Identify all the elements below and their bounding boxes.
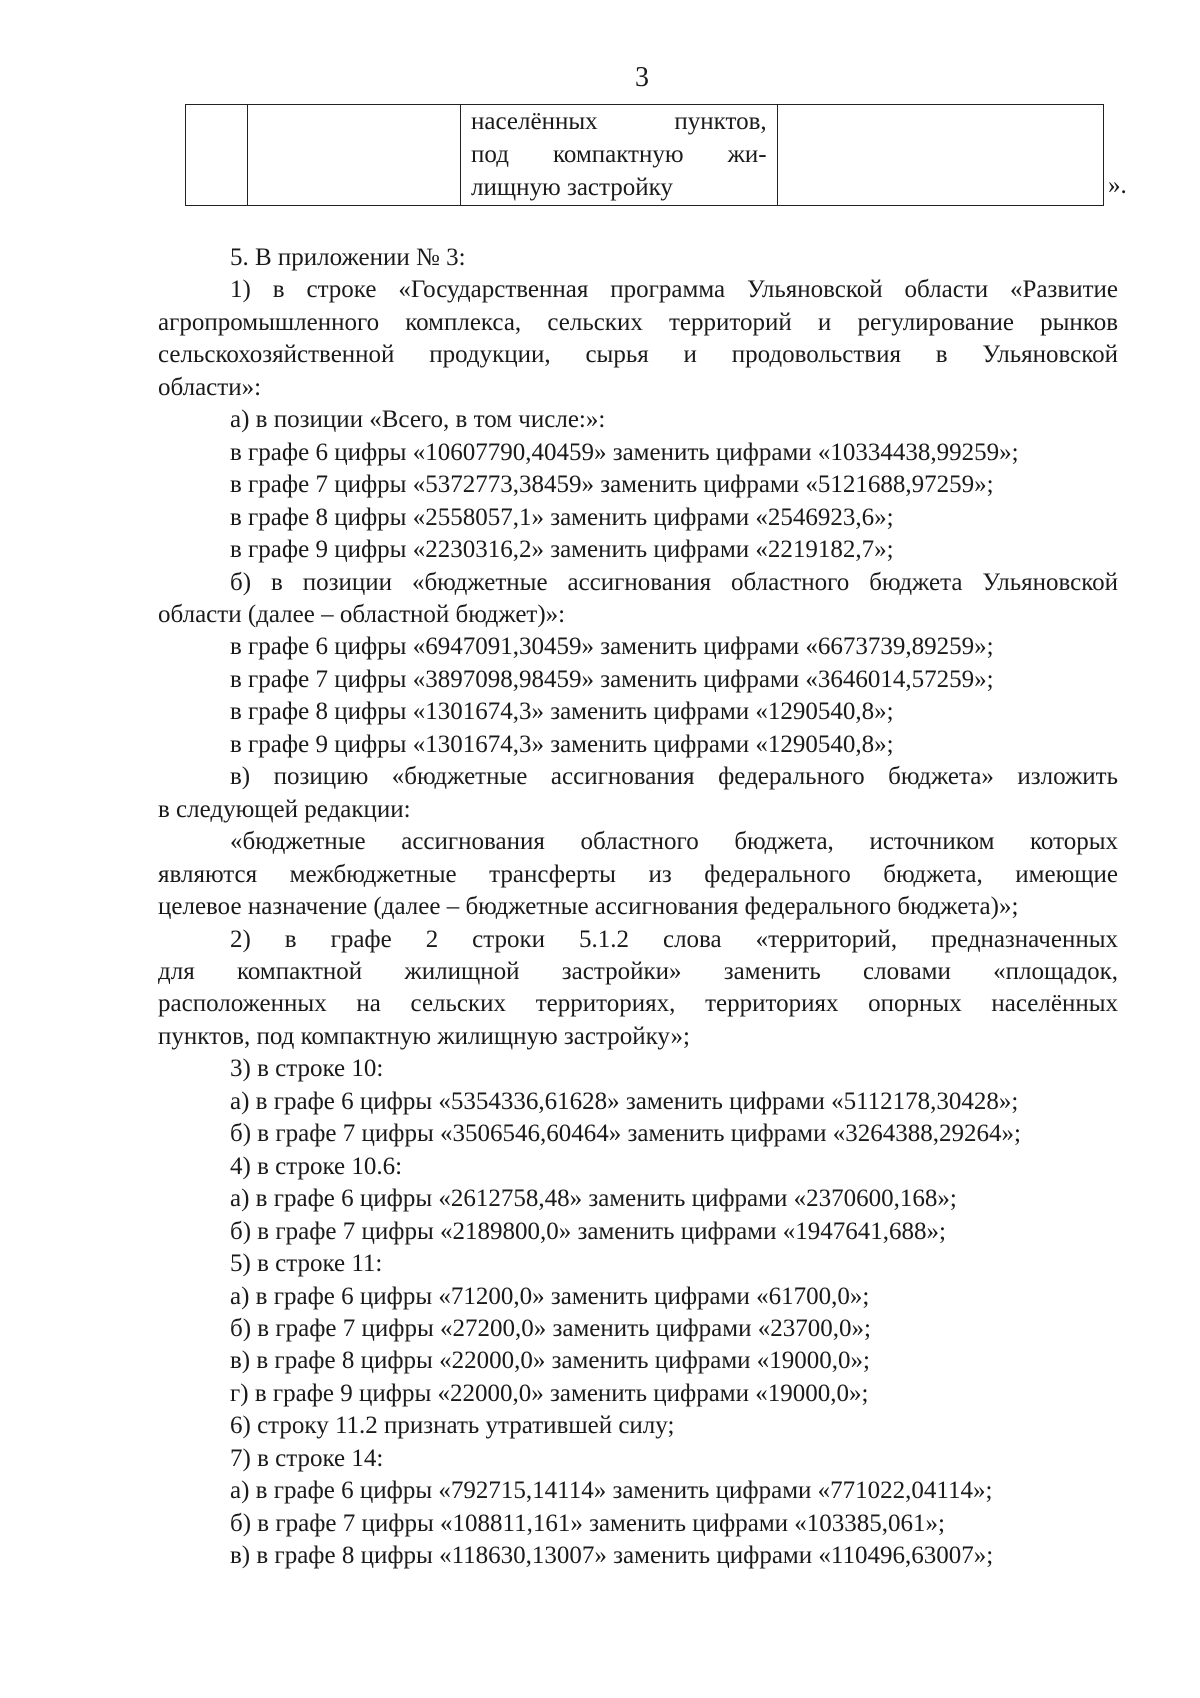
table-row	[186, 105, 1104, 206]
paragraph: 3) в строке 10:	[230, 1055, 384, 1083]
paragraph-line: в) позицию «бюджетные ассигнования федерального бюджета» изложить	[230, 763, 1118, 791]
paragraph-line: целевое назначение (далее – бюджетные ассигнования федерального бюджета)»;	[158, 893, 1019, 921]
table-cell-line: населённых пунктов,	[471, 108, 767, 135]
paragraph: в) в графе 8 цифры «118630,13007» заменить цифрами «110496,63007»;	[230, 1542, 994, 1570]
closing-quote: ».	[1108, 172, 1127, 199]
paragraph: в графе 7 цифры «5372773,38459» заменить цифрами «5121688,97259»;	[230, 471, 994, 499]
paragraph: б) в графе 7 цифры «2189800,0» заменить цифрами «1947641,688»;	[230, 1217, 946, 1245]
paragraph-line: пунктов, под компактную жилищную застройку»;	[158, 1022, 690, 1050]
paragraph: а) в позиции «Всего, в том числе:»:	[230, 406, 606, 434]
paragraph: б) в графе 7 цифры «27200,0» заменить цифрами «23700,0»;	[230, 1314, 871, 1342]
paragraph: в графе 7 цифры «3897098,98459» заменить цифрами «3646014,57259»;	[230, 665, 994, 693]
paragraph-line: «бюджетные ассигнования областного бюджета, источником которых	[230, 828, 1118, 856]
paragraph-line: расположенных на сельских территориях, территориях опорных населённых	[158, 990, 1118, 1018]
paragraph: а) в графе 6 цифры «5354336,61628» заменить цифрами «5112178,30428»;	[230, 1087, 1019, 1115]
paragraph: в графе 6 цифры «10607790,40459» заменить цифрами «10334438,99259»;	[230, 438, 1019, 466]
paragraph-line: являются межбюджетные трансферты из федерального бюджета, имеющие	[158, 860, 1118, 888]
paragraph-line: б) в позиции «бюджетные ассигнования областного бюджета Ульяновской	[230, 568, 1118, 596]
paragraph-line: сельскохозяйственной продукции, сырья и продовольствия в Ульяновской	[158, 341, 1118, 369]
continued-table	[185, 104, 1104, 206]
paragraph: 5) в строке 11:	[230, 1250, 383, 1278]
paragraph: в графе 9 цифры «2230316,2» заменить цифрами «2219182,7»;	[230, 536, 894, 564]
paragraph: в) в графе 8 цифры «22000,0» заменить цифрами «19000,0»;	[230, 1347, 871, 1375]
paragraph: в графе 9 цифры «1301674,3» заменить цифрами «1290540,8»;	[230, 730, 894, 758]
table-cell-line: под компактную жи-	[471, 141, 767, 168]
paragraph: а) в графе 6 цифры «2612758,48» заменить цифрами «2370600,168»;	[230, 1185, 957, 1213]
paragraph-line: 2) в графе 2 строки 5.1.2 слова «территорий, предназначенных	[230, 925, 1118, 953]
paragraph: а) в графе 6 цифры «71200,0» заменить цифрами «61700,0»;	[230, 1282, 870, 1310]
paragraph: 7) в строке 14:	[230, 1444, 384, 1472]
paragraph-line: 1) в строке «Государственная программа Ульяновской области «Развитие	[230, 276, 1118, 304]
paragraph-line: в следующей редакции:	[158, 795, 411, 823]
paragraph-line: агропромышленного комплекса, сельских территорий и регулирование рынков	[158, 308, 1118, 336]
page-number: 3	[635, 62, 649, 93]
paragraph: 6) строку 11.2 признать утратившей силу;	[230, 1412, 675, 1440]
table-cell-name	[248, 105, 461, 206]
paragraph: б) в графе 7 цифры «108811,161» заменить цифрами «103385,061»;	[230, 1509, 945, 1537]
paragraph-line: для компактной жилищной застройки» заменить словами «площадок,	[158, 957, 1118, 985]
paragraph: б) в графе 7 цифры «3506546,60464» заменить цифрами «3264388,29264»;	[230, 1120, 1021, 1148]
paragraph: 5. В приложении № 3:	[230, 244, 466, 271]
paragraph: в графе 8 цифры «2558057,1» заменить цифрами «2546923,6»;	[230, 503, 894, 531]
paragraph: а) в графе 6 цифры «792715,14114» заменить цифрами «771022,04114»;	[230, 1477, 993, 1505]
table-cell-empty	[777, 105, 1103, 206]
paragraph: в графе 6 цифры «6947091,30459» заменить цифрами «6673739,89259»;	[230, 633, 994, 661]
document-body	[158, 242, 1118, 1573]
paragraph-line: области»:	[158, 373, 262, 401]
paragraph: 4) в строке 10.6:	[230, 1152, 403, 1180]
paragraph-line: области (далее – областной бюджет)»:	[158, 600, 566, 628]
table-cell-number	[186, 105, 248, 206]
table-cell-line: лищную застройку	[471, 174, 673, 201]
paragraph: в графе 8 цифры «1301674,3» заменить цифрами «1290540,8»;	[230, 698, 894, 726]
paragraph: г) в графе 9 цифры «22000,0» заменить цифрами «19000,0»;	[230, 1379, 869, 1407]
table-cell-text	[461, 105, 778, 206]
